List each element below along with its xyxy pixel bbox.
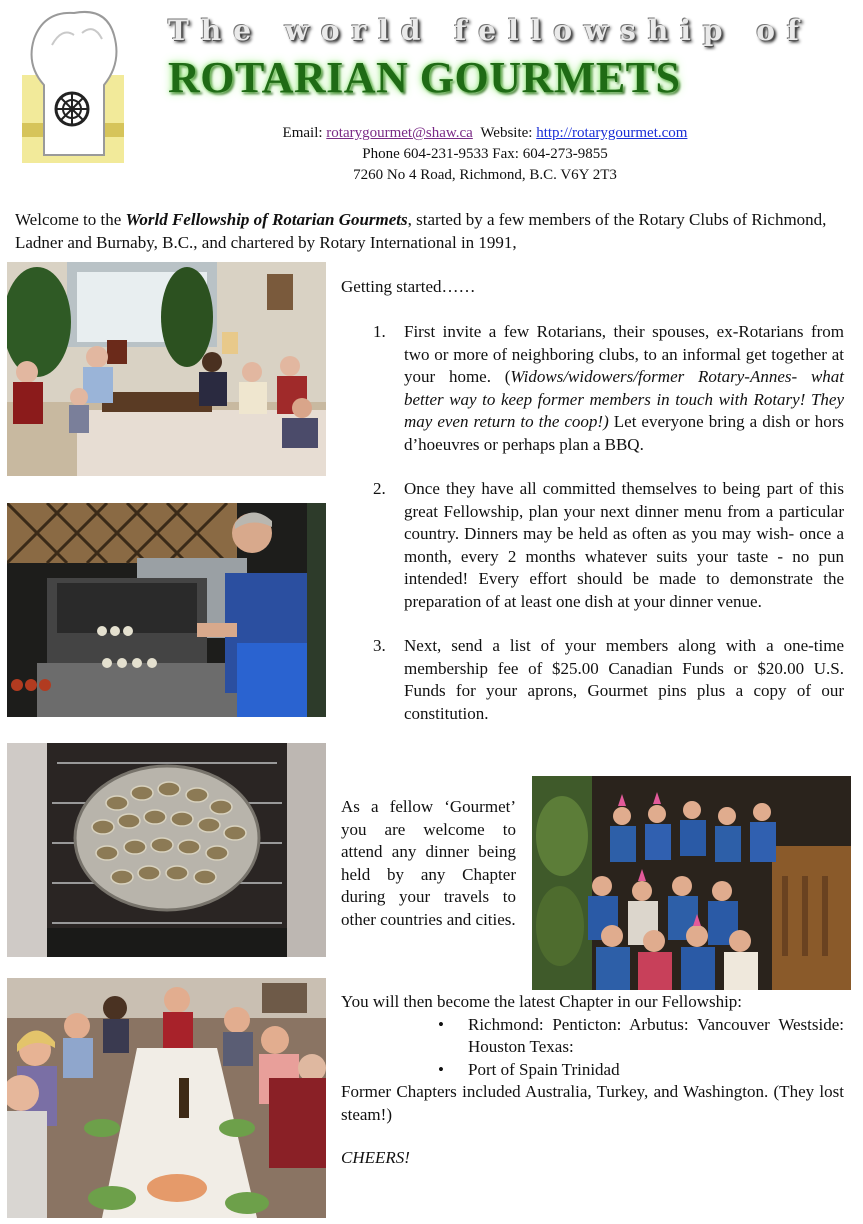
step-number: 1. [373, 322, 386, 341]
phone-fax: Phone 604-231-9533 Fax: 604-273-9855 [362, 146, 608, 162]
photo-living-room-gathering [7, 262, 326, 476]
intro-org-name: World Fellowship of Rotarian Gourmets [125, 210, 408, 229]
fellow-gourmet-paragraph: As a fellow ‘Gourmet’ you are welcome to attend any dinner being held by any Chapter during your travels to other countries and cities. [341, 797, 516, 929]
chapter-names: Richmond: Penticton: Arbutus: Vancouver Westside: Houston Texas: [468, 1014, 844, 1056]
intro-text: , started by a few members of the Rotary Clubs of Richmond, Ladner and Burnaby, B.C., and chartered by Rotary International in 1991, [15, 210, 827, 252]
photo-bbq-grilling [7, 503, 326, 717]
step-text: Once they have all committed themselves to being part of this great Fellowship, plan your next dinner menu from a particular country. Dinners may be held as often as you may wish- once a month, every 2 months whatever suits your taste - no pun intended! Every effort should be made to demonstrate the preparation of at least one dish at your dinner venue. [404, 479, 844, 611]
chapters-intro: You will then become the latest Chapter in our Fellowship: [341, 992, 743, 1011]
contact-line-email-web [180, 123, 790, 144]
steps-list [341, 321, 844, 725]
photo-dinner-table [7, 978, 326, 1218]
step-1 [341, 321, 844, 456]
former-chapters: Former Chapters included Australia, Turkey, and Washington. (They lost steam!) [341, 1082, 844, 1124]
website-label: Website: [480, 125, 533, 141]
address: 7260 No 4 Road, Richmond, B.C. V6Y 2T3 [353, 167, 617, 183]
title-world-fellowship: The world fellowship of [168, 14, 811, 47]
photo-oysters-in-oven [7, 743, 326, 957]
title-rotarian-gourmets: ROTARIAN GOURMETS [168, 53, 681, 102]
cheers-signoff: CHEERS! [341, 1148, 410, 1167]
email-label: Email: [282, 125, 323, 141]
chapter-list-item [341, 1014, 844, 1059]
bullet: • [438, 1059, 444, 1079]
rotary-wheel-icon [56, 93, 88, 125]
step-text-end: Let everyone bring a dish or hors d’hoeuvres or perhaps plan a BBQ. [404, 412, 844, 454]
step-italic-note: Widows/widowers/former Rotary-Annes- what better way to keep former members in touch with Rotary! They may even return to the coop!) [404, 367, 844, 431]
email-link[interactable]: rotarygourmet@shaw.ca [326, 125, 473, 141]
intro-paragraph [15, 208, 847, 254]
bullet: • [438, 1014, 444, 1034]
intro-prefix: Welcome to the [15, 210, 122, 229]
step-text: Next, send a list of your members along with a one-time membership fee of $25.00 Canadian Funds or $20.00 U.S. Funds for your aprons, Gourmet pins plus a copy of our constitution. [404, 636, 844, 723]
getting-started-heading: Getting started…… [341, 277, 476, 296]
photo-chapter-group-aprons [532, 776, 851, 990]
chef-hat-logo [22, 5, 124, 163]
step-number: 3. [373, 636, 386, 655]
chapters-section [341, 991, 844, 1170]
chapter-names: Port of Spain Trinidad [468, 1059, 620, 1079]
website-link[interactable]: http://rotarygourmet.com [536, 125, 688, 141]
contact-block [180, 123, 790, 186]
step-3 [341, 635, 844, 725]
chapter-list-item [341, 1059, 844, 1082]
step-number: 2. [373, 479, 386, 498]
step-2 [341, 478, 844, 613]
step-text: First invite a few Rotarians, their spouses, ex-Rotarians from two or more of neighboring clubs, to an informal get together at your home. ( [404, 322, 844, 386]
